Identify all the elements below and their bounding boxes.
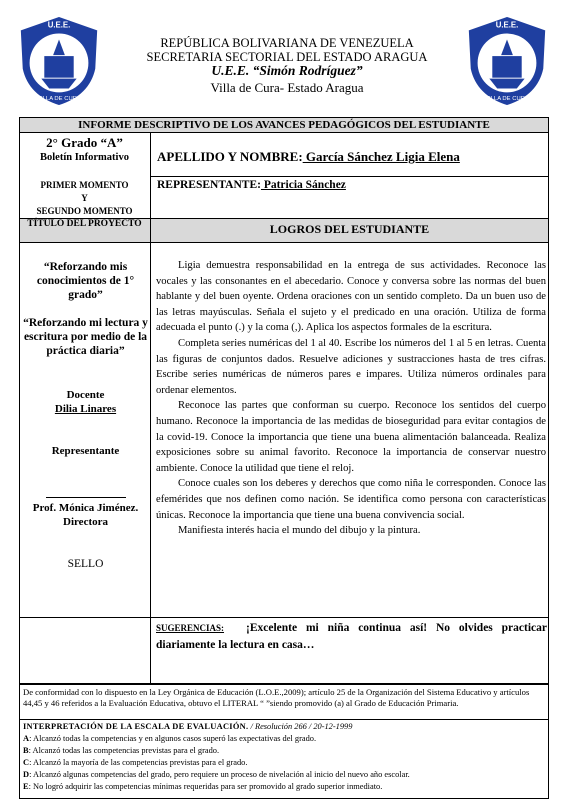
grade-label: 2° Grado “A” <box>46 135 123 150</box>
scale-title: INTERPRETACIÓN DE LA ESCALA DE EVALUACIÓN. <box>23 722 249 731</box>
school-logo-left <box>10 12 108 110</box>
logo-left-bottom-text: VILLA DE CURA <box>37 96 81 103</box>
student-name-label: APELLIDO Y NOMBRE: <box>157 149 303 164</box>
header-secretaria: SECRETARIA SECTORIAL DEL ESTADO ARAGUA <box>146 50 428 64</box>
scale-item-a: A: Alcanzó todas la competencias y en algunos casos superó las expectativas del grado. <box>23 734 317 743</box>
project-title-header: TÍTULO DEL PROYECTO <box>27 219 142 229</box>
scale-item-d: D: Alcanzó algunas competencias del grado, pero requiere un proceso de nivelación al inicio del nuevo año escolar. <box>23 770 410 779</box>
project-2: “Reforzando mi lectura y escritura por medio de la práctica diaria” <box>23 317 148 357</box>
director-name: Prof. Mónica Jiménez. <box>32 502 139 514</box>
moments-label: PRIMER MOMENTO Y SEGUNDO MOMENTO <box>36 180 133 216</box>
project-1: “Reforzando mis conocimientos de 1° grado” <box>36 261 135 301</box>
suggestions-block <box>156 619 547 653</box>
director-signature-line <box>46 497 126 498</box>
scale-item-e: E: No logró adquirir las competencias mínimas requeridas para ser promovido al grado superior inmediato. <box>23 782 383 791</box>
suggestions-text: ¡Excelente mi niña continua así! No olvides practicar diariamente la lectura en casa… <box>156 622 547 651</box>
logo-left-top-text: U.E.E. <box>47 20 71 30</box>
achievement-paragraph: Conoce cuales son los deberes y derechos que como niña le corresponden. Conoce las efemérides que nos definen como nación. Se identifica como persona con características únicas. Reconoce la importancia que tiene una buena convivencia social. <box>156 478 546 521</box>
header-city: Villa de Cura- Estado Aragua <box>210 80 364 95</box>
representative-name: Patricia Sánchez <box>260 179 346 191</box>
scale-list <box>23 721 545 793</box>
representative-label: REPRESENTANTE: <box>157 179 261 191</box>
school-logo-right <box>458 12 556 110</box>
director-label: Directora <box>63 516 108 528</box>
scale-resolution: / Resolución 266 / 20-12-1999 <box>248 722 353 731</box>
header-school: U.E.E. “Simón Rodríguez” <box>211 63 363 78</box>
student-name: García Sánchez Ligia Elena <box>302 149 460 164</box>
seal-label: SELLO <box>67 558 104 570</box>
representative-signature-label: Representante <box>51 445 120 457</box>
achievements-header: LOGROS DEL ESTUDIANTE <box>269 222 430 236</box>
logo-right-top-text: U.E.E. <box>495 20 519 30</box>
legal-box <box>19 684 549 720</box>
scale-box <box>19 719 549 799</box>
achievement-paragraph: Reconoce las partes que conforman su cuerpo. Reconoce los sentidos del cuerpo humano. Reconoce la importancia de las medidas de bioseguridad para evitar contagios de la covid-19. Conoce la importancia que tiene una buena alimentación balanceada. Realiza exposiciones sobre su animal favorito. Reconoce la importancia de conservar nuestro ambiente. Conoce la utilidad que tiene el reloj. <box>156 400 546 474</box>
teacher-label: Docente <box>66 389 105 401</box>
header-republic: REPÚBLICA BOLIVARIANA DE VENEZUELA <box>160 36 414 50</box>
scale-item-c: C: Alcanzó la mayoría de las competencias previstas para el grado. <box>23 758 248 767</box>
legal-text: De conformidad con lo dispuesto en la Ley Orgánica de Educación (L.O.E.,2009); artículo 25 de la Organización del Sistema Educativo y artículos 44,45 y 46 referidos a la Evaluación Educativa, obtuvo el LITERAL “ ”siendo promovido (a) al Grado de Educación Primaria. <box>23 687 530 708</box>
achievement-paragraph: Manifiesta interés hacia el mundo del dibujo y la pintura. <box>178 525 421 537</box>
student-name-row <box>157 149 547 164</box>
scale-item-b: B: Alcanzó todas las competencias previstas para el grado. <box>23 746 220 755</box>
logo-right-bottom-text: VILLA DE CURA <box>485 96 529 103</box>
achievements-text <box>156 258 546 539</box>
bulletin-label: Boletín Informativo <box>40 152 129 163</box>
achievement-paragraph: Completa series numéricas del 1 al 40. Escribe los números del 1 al 5 en letras. Cuenta las figuras de conjuntos dados. Resuelve adiciones y sustracciones hasta de tres cifras. Escribe series numéricas de números pares e impares. Utiliza números ordinales para ordenar elementos. <box>156 337 546 396</box>
teacher-name: Dilia Linares <box>54 403 117 415</box>
achievement-paragraph: Ligia demuestra responsabilidad en la entrega de sus actividades. Reconoce las vocales y las consonantes en el abecedario. Conoce y conversa sobre las normas del buen hablante y del buen oyente. Ordena oraciones con un sentido completo. Da un buen uso de las letras mayúsculas. Señala el sujeto y el predicado en una oración. Utiliza de forma adecuada el punto (.) y la coma (,). Aplica los aspectos formales de la escritura. <box>156 260 546 334</box>
suggestions-label: SUGERENCIAS: <box>156 623 225 633</box>
report-title: INFORME DESCRIPTIVO DE LOS AVANCES PEDAGÓGICOS DEL ESTUDIANTE <box>78 119 490 131</box>
representative-row <box>157 178 547 192</box>
